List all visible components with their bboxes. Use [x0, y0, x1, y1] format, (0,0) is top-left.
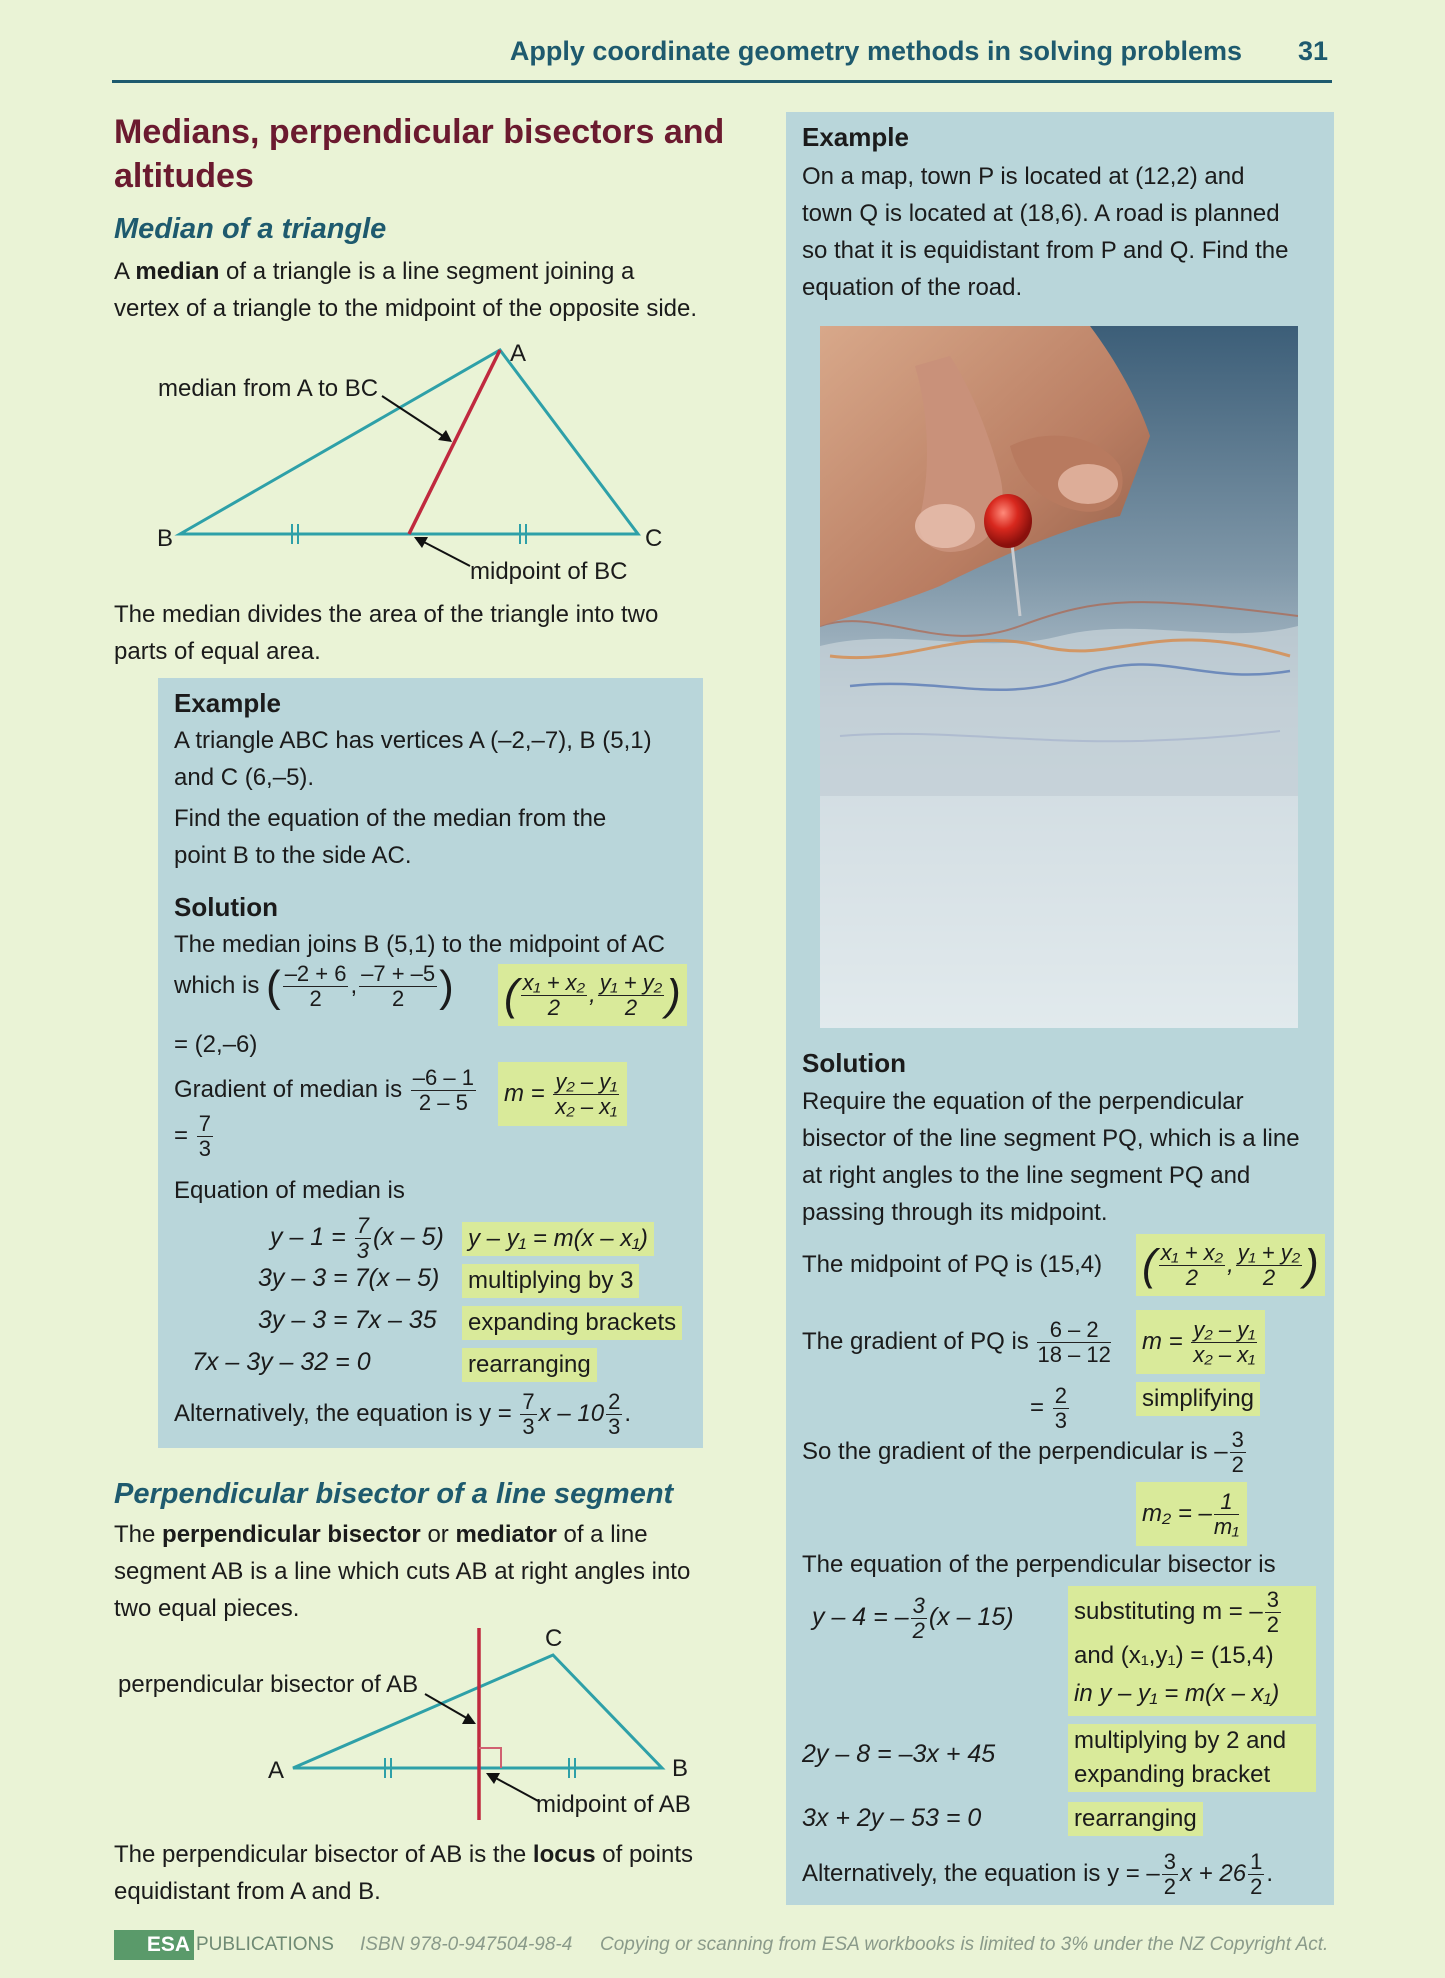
gradient-result: = $\frac{7}{3}$ [174, 1111, 211, 1161]
note-expanding: expanding brackets [462, 1306, 682, 1340]
term-mediator: mediator [455, 1521, 557, 1548]
vertex-c: C [645, 525, 663, 552]
alternative-equation-2: Alternatively, the equation is y = – $\frac{3}{2}$ x + 26 $\frac{1}{2}$ . [802, 1849, 1273, 1899]
example2-solution-intro: Require the equation of the perpendicular bisector of the line segment PQ, which is a line at right angles to the line segment PQ and passing through its midpoint. [802, 1088, 1300, 1226]
term-locus: locus [532, 1841, 596, 1868]
perp-heading: Perpendicular bisector of a line segment [114, 1478, 674, 1510]
callout-median: median from A to BC [158, 375, 379, 402]
vertex-b-2: B [672, 1755, 689, 1782]
callout-midpoint: midpoint of BC [470, 558, 628, 585]
header-title: Apply coordinate geometry methods in solving problems [509, 36, 1242, 66]
example2-question: On a map, town P is located at (12,2) and town Q is located at (18,6). A road is planned so that it is equidistant from P and Q. Find the equation of the road. [802, 163, 1289, 301]
section-title-line1: Medians, perpendicular bisectors and [114, 113, 725, 151]
equation-intro: Equation of median is [174, 1177, 405, 1204]
example1-solution-heading: Solution [174, 892, 278, 922]
example2-heading: Example [802, 122, 909, 152]
photo-blur [820, 796, 1298, 1028]
gradient-pq-result: = $\frac{2}{3}$ [1030, 1383, 1067, 1433]
equation-step-a: y – 4 = – $\frac{3}{2}$ (x – 15) [812, 1593, 1014, 1643]
example1-question: A triangle ABC has vertices A (–2,–7), B (5,1) and C (6,–5). Find the equation of the median from the point B to the side AC. [174, 727, 652, 869]
equation-step-b: 2y – 8 = –3x + 45 [802, 1740, 996, 1768]
median-heading: Median of a triangle [114, 213, 387, 245]
term-perpendicular-bisector: perpendicular bisector [162, 1521, 421, 1548]
note-rearranging: rearranging [462, 1348, 597, 1382]
term-median: median [135, 258, 220, 285]
copyright-notice: Copying or scanning from ESA workbooks is limited to 3% under the NZ Copyright Act. [600, 1934, 1329, 1955]
vertex-a-2: A [268, 1757, 285, 1784]
arrow-head [462, 1713, 476, 1724]
publisher-name: PUBLICATIONS [196, 1934, 334, 1955]
equation-step-3: 3y – 3 = 7x – 35 [258, 1306, 437, 1334]
equation-step-4: 7x – 3y – 32 = 0 [192, 1348, 371, 1376]
note-substituting: substituting m = – $\frac{3}{2}$ and (x₁,y₁) = (15,4) in y – y₁ = m(x – x₁) [1068, 1586, 1316, 1716]
equation-step-c: 3x + 2y – 53 = 0 [802, 1804, 982, 1832]
midpoint-formula-note: ( $\frac{\text{x₁ + x₂}}{2}$ , $\frac{\text{y₁ + y₂}}{2}$ ) [498, 964, 687, 1026]
perp-gradient-formula-note: m₂ = – $\frac{1}{\text{m₁}}$ [1136, 1482, 1247, 1546]
fingernail [1058, 464, 1118, 504]
midpoint-expression: which is ( $\frac{-2 + 6}{2}$ , $\frac{-7 + -5}{2}$ ) [174, 961, 454, 1011]
note-multiplying: multiplying by 3 [462, 1264, 639, 1298]
esa-logo: ESA [114, 1930, 194, 1960]
red-pin-head [984, 494, 1032, 548]
equation-step-2: 3y – 3 = 7(x – 5) [258, 1264, 440, 1292]
perpendicular-gradient: So the gradient of the perpendicular is – $\frac{3}{2}$ [802, 1427, 1244, 1477]
page-number: 31 [1297, 36, 1328, 66]
thumbnail [915, 504, 975, 548]
midpoint-pq: The midpoint of PQ is (15,4) [802, 1251, 1103, 1278]
note-point-slope: y – y₁ = m(x – x₁) [462, 1222, 654, 1256]
gradient-formula-note-2: m = $\frac{\text{y₂ – y₁}}{\text{x₂ – x₁}}$ [1136, 1310, 1265, 1374]
note-multiplying-2: multiplying by 2 and expanding bracket [1068, 1724, 1316, 1792]
note-rearranging-2: rearranging [1068, 1802, 1203, 1836]
right-angle-mark [479, 1748, 501, 1768]
callout-perpendicular: perpendicular bisector of AB [118, 1671, 419, 1698]
equation-intro-2: The equation of the perpendicular bisector is [802, 1551, 1276, 1578]
isbn: ISBN 978-0-947504-98-4 [360, 1934, 573, 1955]
example2-solution-heading: Solution [802, 1048, 906, 1078]
page-footer [112, 1930, 1342, 1964]
note-simplifying: simplifying [1136, 1382, 1260, 1416]
perp-definition: The perpendicular bisector or mediator of a line segment AB is a line which cuts AB at right angles into two equal pieces. [114, 1521, 691, 1622]
gradient-expression: Gradient of median is $\frac{-6 - 1}{2 - 5}$ [174, 1065, 474, 1115]
vertex-a: A [510, 340, 527, 367]
map-pin-photo [820, 326, 1298, 1028]
gradient-formula-note: m = $\frac{\text{y₂ – y₁}}{\text{x₂ – x₁}}$ [498, 1062, 627, 1126]
midpoint-result: = (2,–6) [174, 1031, 258, 1058]
arrow-midpoint-ab [492, 1776, 540, 1802]
vertex-b: B [157, 525, 174, 552]
section-title-line2: altitudes [114, 157, 254, 195]
vertex-c-2: C [545, 1625, 563, 1652]
map-surface [820, 626, 1298, 796]
solution-line: The median joins B (5,1) to the midpoint of AC [174, 931, 665, 958]
example1-heading: Example [174, 688, 281, 718]
callout-midpoint-ab: midpoint of AB [536, 1791, 691, 1818]
gradient-pq: The gradient of PQ is $\frac{6 - 2}{18 - 12}$ [802, 1317, 1111, 1367]
perp-note: The perpendicular bisector of AB is the locus of points equidistant from A and B. [114, 1841, 693, 1905]
median-note: The median divides the area of the triangle into two parts of equal area. [114, 601, 659, 665]
midpoint-formula-note-2: ( $\frac{\text{x₁ + x₂}}{2}$ , $\frac{\text{y₁ + y₂}}{2}$ ) [1136, 1234, 1325, 1296]
equation-step-1: y – 1 = $\frac{7}{3}$ (x – 5) [270, 1213, 444, 1263]
median-definition: A median of a triangle is a line segment joining a vertex of a triangle to the midpoint of the opposite side. [114, 258, 698, 322]
alternative-equation: Alternatively, the equation is y = $\frac{7}{3}$ x – 10 $\frac{2}{3}$ . [174, 1389, 631, 1439]
